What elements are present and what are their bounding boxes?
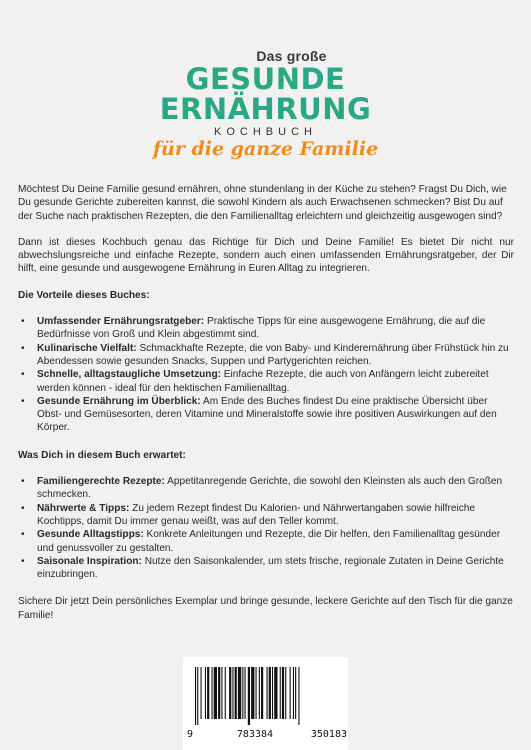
barcode-bar bbox=[282, 667, 284, 719]
list-item bbox=[18, 502, 514, 529]
bullet-icon: • bbox=[21, 555, 25, 567]
bullet-icon: • bbox=[21, 342, 25, 354]
list-item-text: Nutze den Saisonkalender, um stets frische, regionale Zutaten in Deine Gerichte einzubringen. bbox=[37, 555, 504, 581]
barcode-bar bbox=[269, 667, 271, 719]
barcode-bar bbox=[251, 667, 254, 719]
barcode-bar bbox=[238, 667, 241, 719]
list-item bbox=[18, 555, 514, 582]
closing-paragraph: Sichere Dir jetzt Dein persönliches Exemplar und bringe gesunde, leckere Gerichte auf den Tisch für die ganze Familie! bbox=[18, 596, 513, 621]
section-heading-contents: Was Dich in diesem Buch erwartet: bbox=[18, 449, 186, 461]
barcode-bar bbox=[201, 667, 202, 719]
title-line-2: ERNÄHRUNG bbox=[159, 92, 372, 126]
barcode-bar bbox=[207, 667, 209, 719]
barcode-bar bbox=[242, 667, 243, 719]
list-item-text: Einfache Rezepte, die auch von Anfängern leicht zubereitet werden können - ideal für den hektischen Familienalltag. bbox=[37, 369, 489, 394]
list-item-text: Am Ende des Buches findest Du eine praktische Übersicht über Obst- und Gemüsesorten, deren Vitamine und Mineralstoffe sowie ihre positiven Auswirkungen auf den Körper. bbox=[37, 395, 497, 434]
barcode-bar bbox=[267, 667, 268, 719]
barcode-digit-group: 783384 bbox=[236, 729, 274, 740]
barcode-bars bbox=[195, 667, 337, 725]
barcode-bar bbox=[225, 667, 226, 719]
list-item-label: Gesunde Ernährung im Überblick: bbox=[37, 395, 201, 407]
pre-title: Das große bbox=[256, 48, 327, 64]
barcode-bar bbox=[256, 667, 257, 719]
title-line-1: GESUNDE bbox=[185, 62, 346, 96]
barcode-bar bbox=[259, 667, 260, 719]
bullet-icon: • bbox=[21, 529, 25, 541]
list-item bbox=[18, 528, 514, 555]
barcode-bar bbox=[214, 667, 217, 719]
bullet-icon: • bbox=[21, 316, 25, 328]
barcode-bar bbox=[272, 667, 273, 719]
list-item bbox=[18, 315, 514, 342]
list-item-text: Praktische Tipps für eine ausgewogene Ernährung, die auf die Bedürfnisse von Groß und Klein abgestimmt sind. bbox=[37, 316, 486, 341]
list-item-label: Schnelle, alltagstaugliche Umsetzung: bbox=[37, 369, 221, 381]
subtitle: KOCHBUCH bbox=[214, 126, 317, 138]
list-item-text: Konkrete Anleitungen und Rezepte, die Dir helfen, den Familienalltag gesünder und genussvoller zu gestalten. bbox=[37, 529, 501, 554]
bullet-icon: • bbox=[21, 476, 25, 488]
barcode-bar bbox=[218, 667, 220, 719]
contents-list bbox=[18, 475, 514, 581]
list-item-label: Gesunde Alltagstipps: bbox=[37, 529, 144, 541]
barcode-bar bbox=[295, 667, 296, 719]
list-item-label: Nährwerte & Tipps: bbox=[37, 502, 130, 514]
barcode-bar bbox=[245, 667, 246, 719]
benefits-list bbox=[18, 315, 514, 435]
barcode-bar bbox=[197, 667, 198, 725]
barcode-bar bbox=[280, 667, 281, 719]
barcode-bar bbox=[248, 667, 250, 725]
barcode-bar bbox=[290, 667, 291, 719]
bullet-icon: • bbox=[21, 395, 25, 407]
barcode-bar bbox=[298, 667, 299, 725]
list-item bbox=[18, 395, 514, 435]
intro-paragraph-1: Möchtest Du Deine Familie gesund ernähren, ohne stundenlang in der Küche zu stehen? Fragst Du Dich, wie Du gesunde Gerichte zubereiten kannst, die sowohl Kindern als auch Erwachsenen schmecken? Bist Du auf der Suche nach praktischen Rezepten, die den Familienalltag erleichtern und gleichzeitig ausgewogen sind? bbox=[18, 184, 507, 222]
list-item bbox=[18, 342, 514, 369]
barcode-number bbox=[187, 729, 347, 740]
barcode-digit-group: 350183 bbox=[310, 729, 347, 740]
barcode-bar bbox=[293, 667, 294, 719]
list-item bbox=[18, 475, 514, 502]
list-item bbox=[18, 368, 514, 395]
list-item-label: Saisonale Inspiration: bbox=[37, 555, 142, 567]
section-heading-benefits: Die Vorteile dieses Buches: bbox=[18, 289, 150, 301]
bullet-icon: • bbox=[21, 369, 25, 381]
barcode-bar bbox=[261, 667, 263, 719]
barcode-bar bbox=[221, 667, 222, 719]
barcode-bar bbox=[205, 667, 206, 719]
barcode bbox=[183, 657, 348, 750]
intro-paragraph-2: Dann ist dieses Kochbuch genau das Richtige für Dich und Deine Familie! Es bietet Dir nicht nur abwechslungsreiche und einfache Rezepte, sondern auch einen umfassenden Ernährungsratgeber, der Dir hilft, eine gesunde und ausgewogene Ernährung in Euren Alltag zu integrieren. bbox=[18, 236, 514, 275]
tagline: für die ganze Familie bbox=[152, 138, 379, 160]
list-item-label: Kulinarische Vielfalt: bbox=[37, 342, 137, 354]
barcode-bar bbox=[235, 667, 237, 719]
barcode-bar bbox=[195, 667, 196, 725]
barcode-bar bbox=[285, 667, 286, 719]
bullet-icon: • bbox=[21, 502, 25, 514]
barcode-bar bbox=[232, 667, 233, 719]
blurb-text bbox=[18, 183, 514, 635]
cover-header bbox=[0, 48, 531, 160]
list-item-text: Schmackhafte Rezepte, die von Baby- und Kinderernährung über Frühstück hin zu Abendessen sowie gesunden Snacks, Suppen und Partygerichten reichen. bbox=[37, 342, 509, 367]
list-item-text: Appetitanregende Gerichte, die sowohl den Kleinsten als auch den Großen schmecken. bbox=[37, 476, 503, 501]
barcode-bar bbox=[212, 667, 213, 719]
list-item-label: Familiengerechte Rezepte: bbox=[37, 476, 165, 488]
barcode-bar bbox=[229, 667, 231, 719]
list-item-label: Umfassender Ernährungsratgeber: bbox=[37, 316, 205, 328]
barcode-bar bbox=[274, 667, 277, 719]
barcode-digit-group: 9 bbox=[187, 729, 194, 740]
list-item-text: Zu jedem Rezept findest Du Kalorien- und Nährwertangaben sowie hilfreiche Kochtipps, damit Du immer genau weißt, was auf den Teller kommt. bbox=[37, 502, 475, 527]
